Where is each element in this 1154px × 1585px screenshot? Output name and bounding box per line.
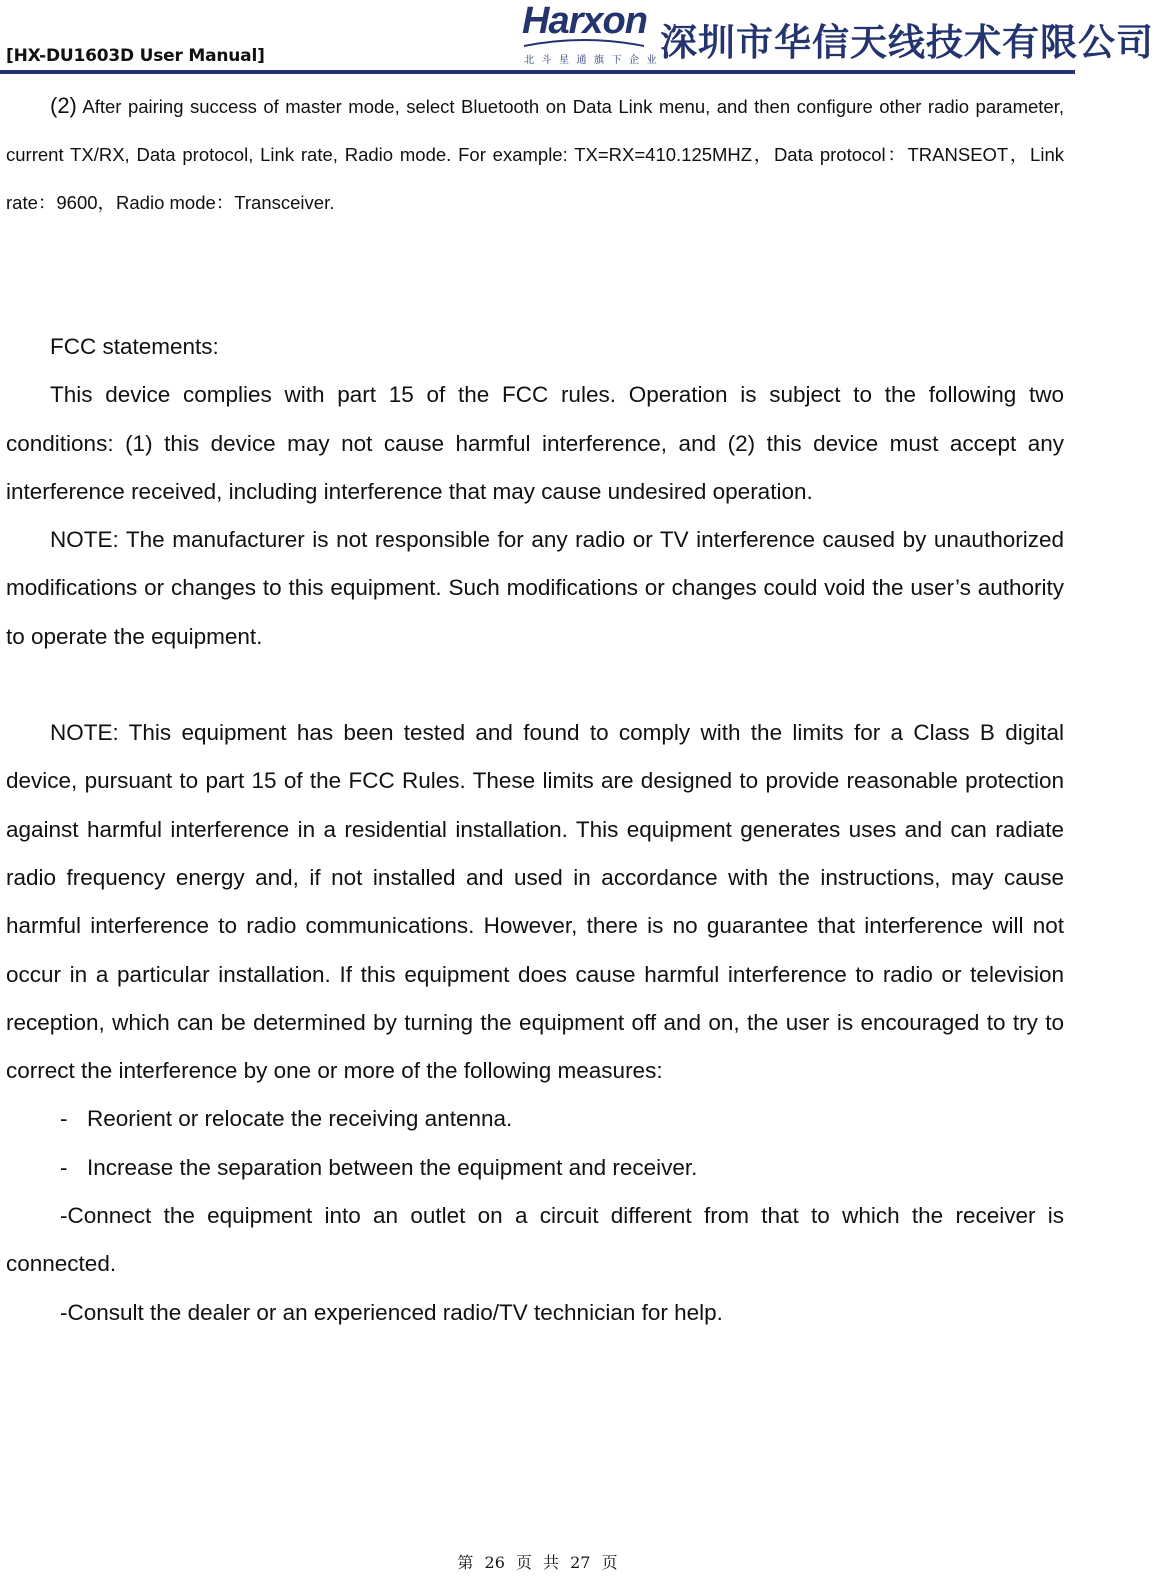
logo-swoosh-icon bbox=[524, 38, 644, 48]
fcc-paragraph-3: NOTE: This equipment has been tested and found to comply with the limits for a Class B digital device, pursuant to part 15 of the FCC Rules. These limits are designed to provide reasonable protection against harmful interference in a residential installation. This equipment generates uses and can radiate radio frequency energy and, if not installed and used in accordance with the instructions, may cause harmful interference to radio communications. However, there is no guarantee that interference will not occur in a particular installation. If this equipment does cause harmful interference to radio or television reception, which can be determined by turning the equipment off and on, the user is encouraged to try to correct the interference by one or more of the following measures: bbox=[6, 720, 1064, 1084]
intro-lead: (2) bbox=[50, 93, 77, 118]
bullet-dash: - bbox=[60, 1299, 68, 1325]
intro-paragraph bbox=[6, 82, 1064, 227]
bullet-dash: - bbox=[60, 1203, 68, 1229]
fcc-paragraph-2: NOTE: The manufacturer is not responsible for any radio or TV interference caused by unauthorized modifications or changes to this equipment. Such modifications or changes could void the user’s authority to operate the equipment. bbox=[6, 527, 1064, 649]
measure-item: -Consult the dealer or an experienced radio/TV technician for help. bbox=[60, 1299, 723, 1325]
page-header bbox=[0, 0, 1154, 76]
company-name: 深圳市华信天线技术有限公司 bbox=[660, 21, 1154, 64]
page-number: 第 26 页 共 27 页 bbox=[457, 1553, 618, 1572]
fcc-heading: FCC statements: bbox=[50, 334, 219, 359]
logo-subtitle: 北斗星通旗下企业 bbox=[524, 55, 664, 66]
document-tag: [HX-DU1603D User Manual] bbox=[6, 46, 265, 66]
spacer bbox=[6, 227, 1064, 323]
logo-wordmark: Harxon bbox=[522, 0, 647, 42]
bullet-dash: - bbox=[60, 1106, 68, 1132]
bullet-dash: - bbox=[60, 1154, 68, 1180]
page-content bbox=[6, 82, 1064, 1337]
header-rule bbox=[0, 70, 1075, 74]
intro-text: After pairing success of master mode, select Bluetooth on Data Link menu, and then configure other radio parameter, current TX/RX, Data protocol, Link rate, Radio mode. For example: TX=RX=410.125MHZ，Data protocol：TRANSEOT，Link rate：9600，Radio mode：Transceiver. bbox=[6, 96, 1064, 213]
harxon-logo bbox=[522, 0, 664, 66]
fcc-paragraph-1: This device complies with part 15 of the FCC rules. Operation is subject to the following two conditions: (1) this device may not cause harmful interference, and (2) this device must accept any interference received, including interference that may cause undesired operation. bbox=[6, 382, 1064, 504]
measure-item: - Increase the separation between the equipment and receiver. bbox=[6, 1144, 1064, 1192]
measure-item: -Connect the equipment into an outlet on a circuit different from that to which the receiver is connected. bbox=[6, 1203, 1064, 1277]
measure-item: - Reorient or relocate the receiving antenna. bbox=[6, 1095, 1064, 1143]
spacer bbox=[6, 661, 1064, 709]
